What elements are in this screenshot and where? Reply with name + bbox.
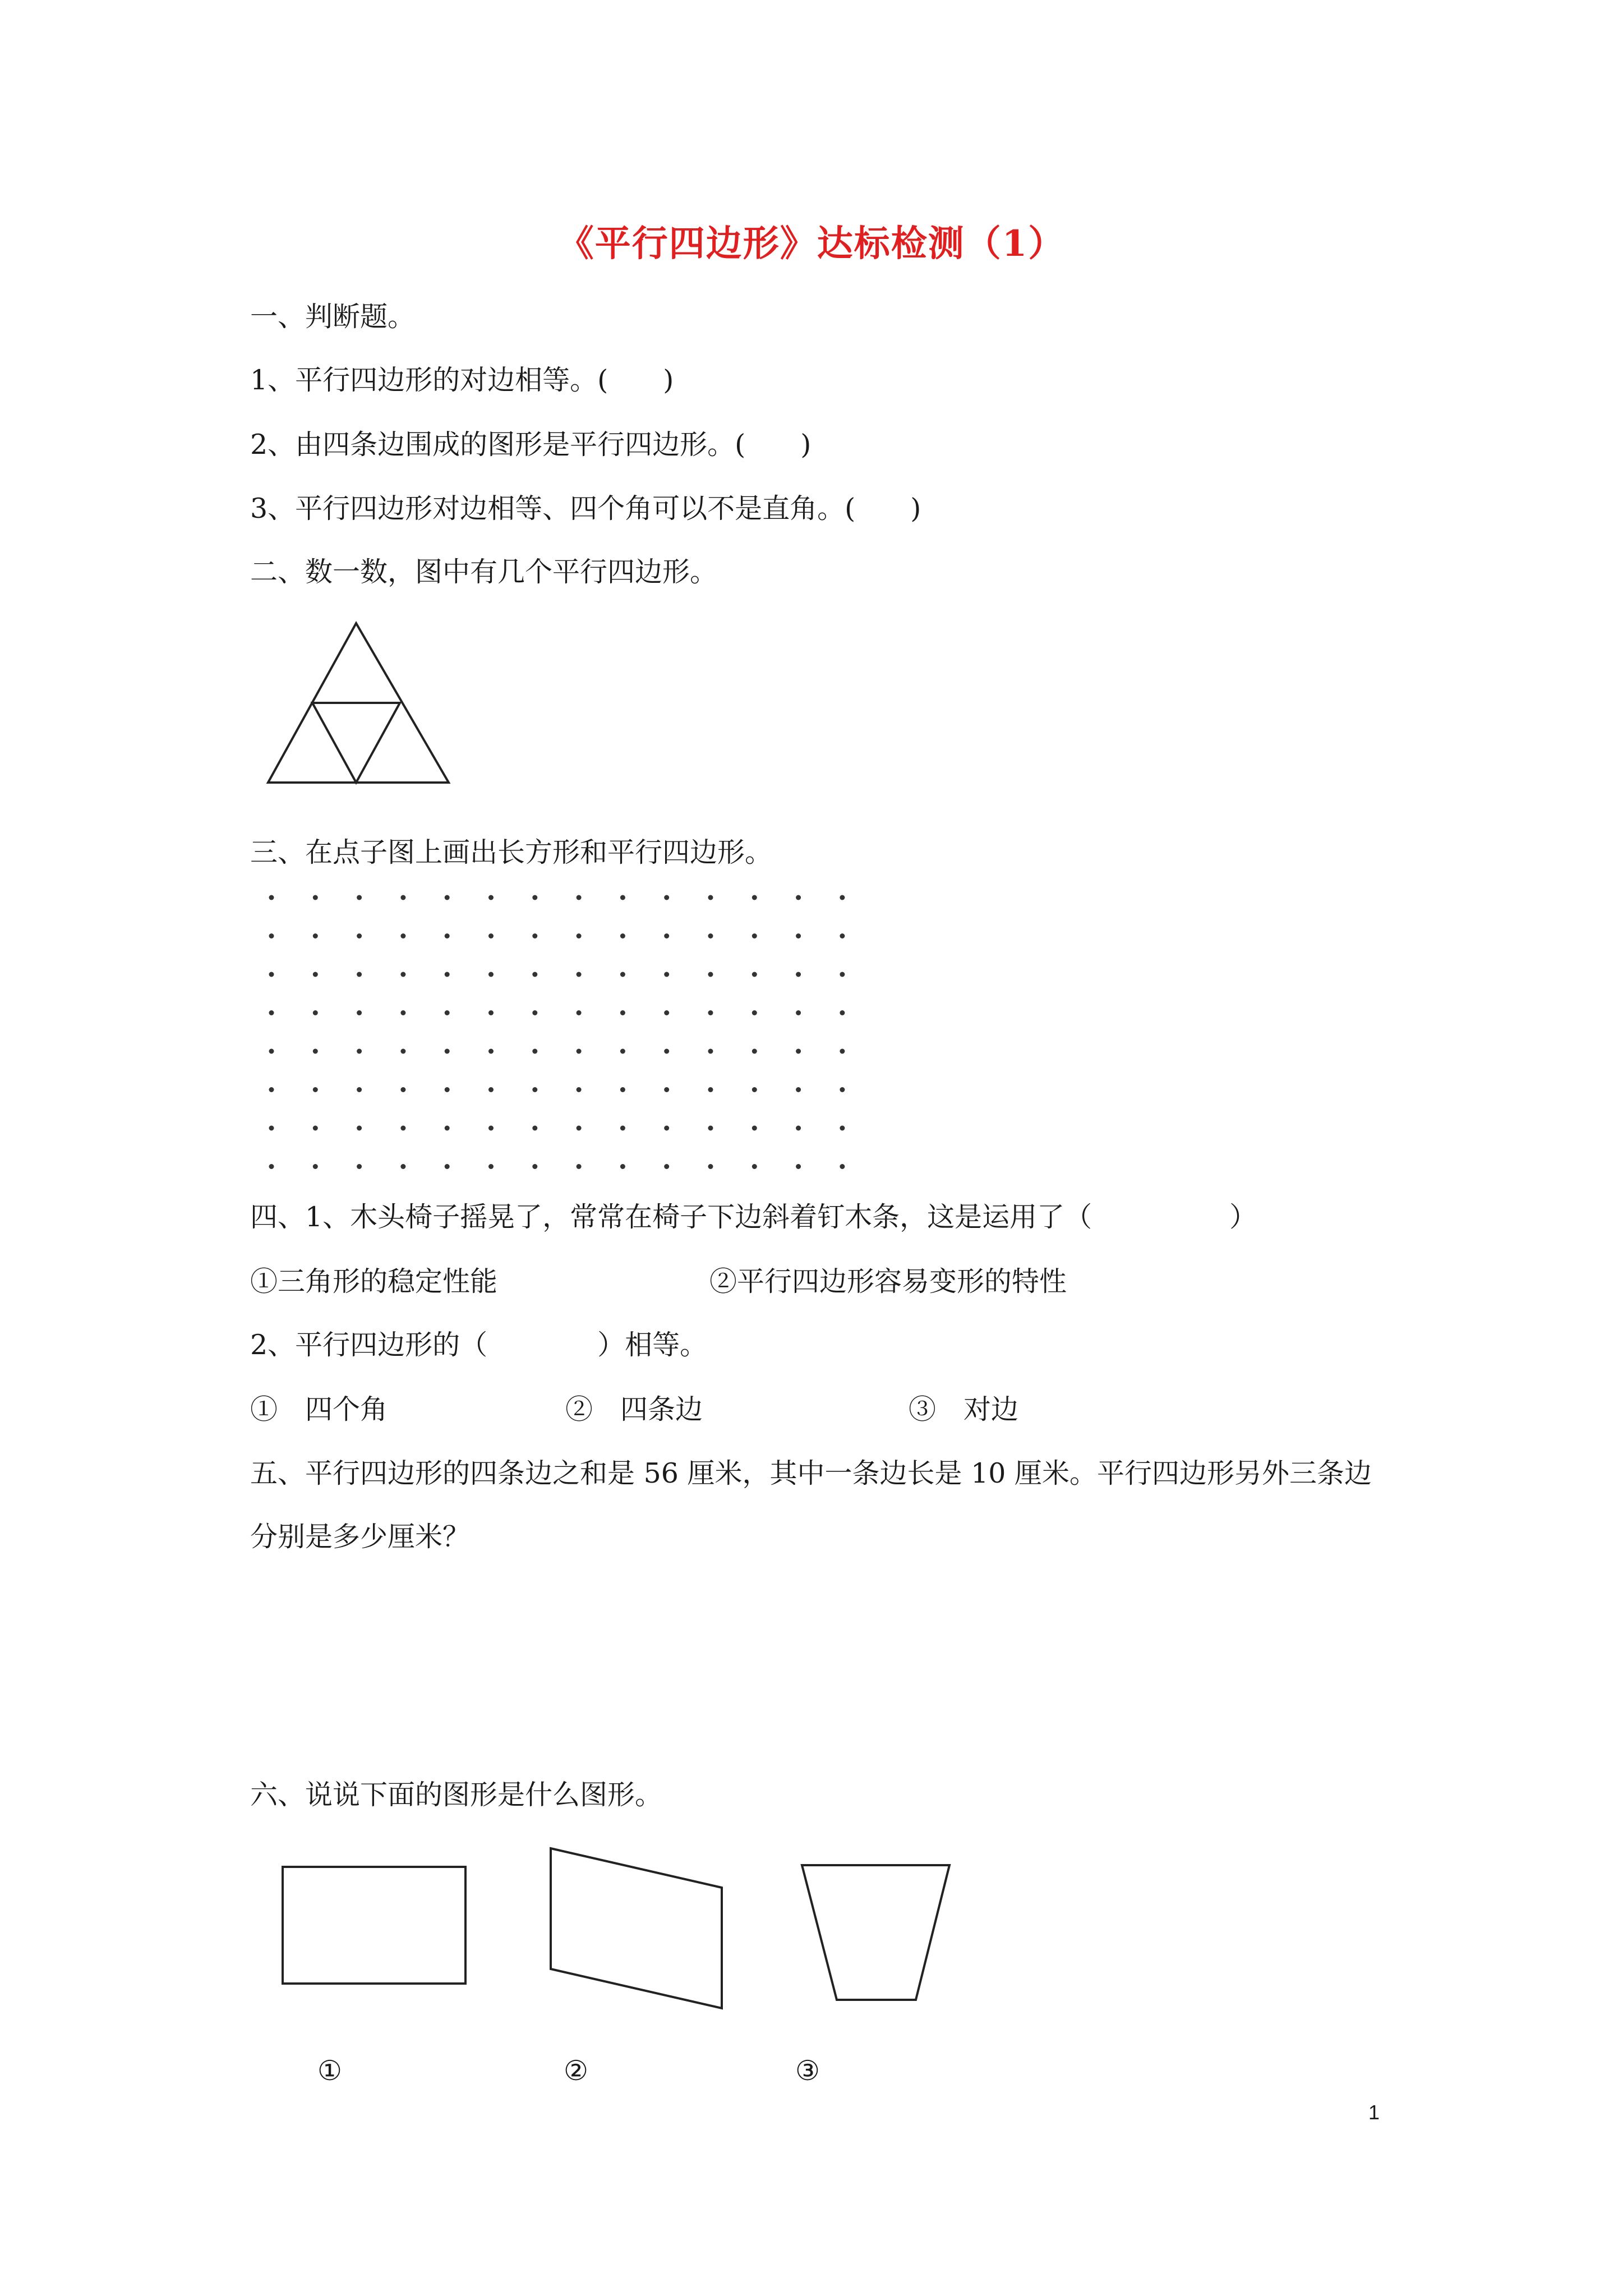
question-1-2: 2、由四条边围成的图形是平行四边形。( ) xyxy=(250,429,811,461)
question-4-1: 四、1、木头椅子摇晃了，常常在椅子下边斜着钉木条，这是运用了（ ） xyxy=(250,1201,1257,1233)
section-1-heading: 一、判断题。 xyxy=(250,301,416,333)
section-2-heading: 二、数一数，图中有几个平行四边形。 xyxy=(250,556,718,588)
question-4-1-option-2: ②平行四边形容易变形的特性 xyxy=(709,1266,1067,1297)
page-number: 1 xyxy=(1368,2101,1380,2124)
shape-trapezoid xyxy=(802,1865,949,2000)
question-5-line-1: 五、平行四边形的四条边之和是 56 厘米，其中一条边长是 10 厘米。平行四边形另外三条边 xyxy=(250,1457,1372,1489)
question-1-3: 3、平行四边形对边相等、四个角可以不是直角。( ) xyxy=(250,493,921,524)
question-4-2-option-2: ② 四条边 xyxy=(565,1393,703,1425)
shape-label-3: ③ xyxy=(795,2055,820,2087)
shape-label-2: ② xyxy=(564,2055,588,2087)
section-3-heading: 三、在点子图上画出长方形和平行四边形。 xyxy=(250,836,773,868)
question-4-2: 2、平行四边形的（ ）相等。 xyxy=(250,1329,708,1361)
question-5-line-2: 分别是多少厘米？ xyxy=(250,1521,471,1553)
section-6-heading: 六、说说下面的图形是什么图形。 xyxy=(250,1779,663,1811)
shape-rectangle xyxy=(283,1867,465,1984)
question-4-2-option-3: ③ 对边 xyxy=(909,1393,1019,1425)
shape-parallelogram xyxy=(551,1848,722,2008)
question-1-1: 1、平行四边形的对边相等。( ) xyxy=(250,364,674,396)
shape-label-1: ① xyxy=(317,2055,342,2087)
question-4-2-option-1: ① 四个角 xyxy=(250,1393,388,1425)
page-title: 《平行四边形》达标检测（1） xyxy=(557,223,1066,265)
question-4-1-option-1: ①三角形的稳定性能 xyxy=(250,1266,498,1297)
